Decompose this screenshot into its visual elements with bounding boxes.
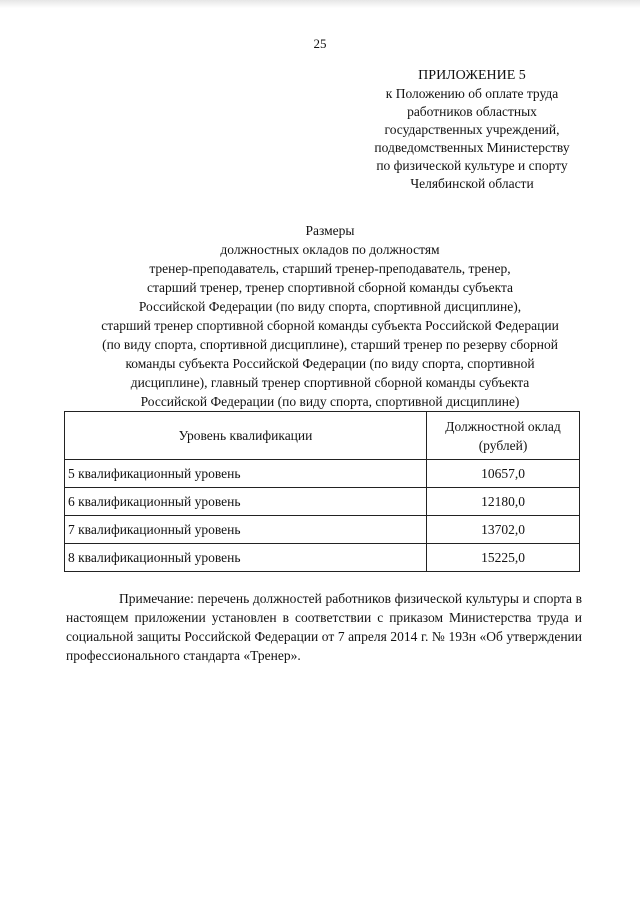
table-row [65, 488, 580, 516]
heading-line: (по виду спорта, спортивной дисциплине), старший тренер по резерву сборной [102, 337, 558, 352]
scan-edge [0, 0, 640, 8]
heading-line: Размеры [305, 223, 355, 238]
heading-line: должностных окладов по должностям [220, 242, 440, 257]
header-level: Уровень квалификации [65, 412, 427, 460]
cell-salary: 12180,0 [427, 488, 580, 516]
document-heading [40, 221, 620, 411]
heading-line: Российской Федерации (по виду спорта, спортивной дисциплине) [140, 394, 520, 409]
appendix-line: Челябинской области [410, 176, 534, 191]
cell-salary: 13702,0 [427, 516, 580, 544]
heading-line: Российской Федерации (по виду спорта, спортивной дисциплине), [138, 299, 522, 314]
heading-line: дисциплине), главный тренер спортивной сборной команды субъекта [130, 375, 530, 390]
heading-line: старший тренер спортивной сборной команды субъекта Российской Федерации [101, 318, 559, 333]
salary-table [64, 411, 580, 572]
cell-salary: 10657,0 [427, 460, 580, 488]
appendix-line: подведомственных Министерству [374, 140, 570, 155]
heading-line: старший тренер, тренер спортивной сборной команды субъекта [146, 280, 514, 295]
table-row [65, 460, 580, 488]
header-salary-line2: (рублей) [478, 437, 528, 453]
cell-level: 7 квалификационный уровень [65, 516, 427, 544]
table-header-row [65, 412, 580, 460]
appendix-block [352, 67, 592, 193]
cell-salary: 15225,0 [427, 544, 580, 572]
appendix-line: к Положению об оплате труда [385, 86, 559, 101]
cell-level: 5 квалификационный уровень [65, 460, 427, 488]
appendix-line: по физической культуре и спорту [376, 158, 568, 173]
cell-level: 6 квалификационный уровень [65, 488, 427, 516]
header-salary-line1: Должностной оклад [445, 418, 561, 434]
cell-level: 8 квалификационный уровень [65, 544, 427, 572]
appendix-line: государственных учреждений, [384, 122, 560, 137]
page-number: 25 [313, 36, 327, 51]
heading-line: команды субъекта Российской Федерации (по виду спорта, спортивной [125, 356, 535, 371]
appendix-line: работников областных [407, 104, 537, 119]
note-paragraph: Примечание: перечень должностей работников физической культуры и спорта в настоящем приложении установлен в соответствии с приказом Министерства труда и социальной защиты Российской Федерации от 7 апреля 2014 г. № 193н «Об утверждении профессионального стандарта «Тренер». [66, 591, 582, 663]
table-row [65, 516, 580, 544]
table-row [65, 544, 580, 572]
header-salary [427, 412, 580, 460]
appendix-title: ПРИЛОЖЕНИЕ 5 [418, 68, 526, 83]
heading-line: тренер-преподаватель, старший тренер-преподаватель, тренер, [149, 261, 511, 276]
